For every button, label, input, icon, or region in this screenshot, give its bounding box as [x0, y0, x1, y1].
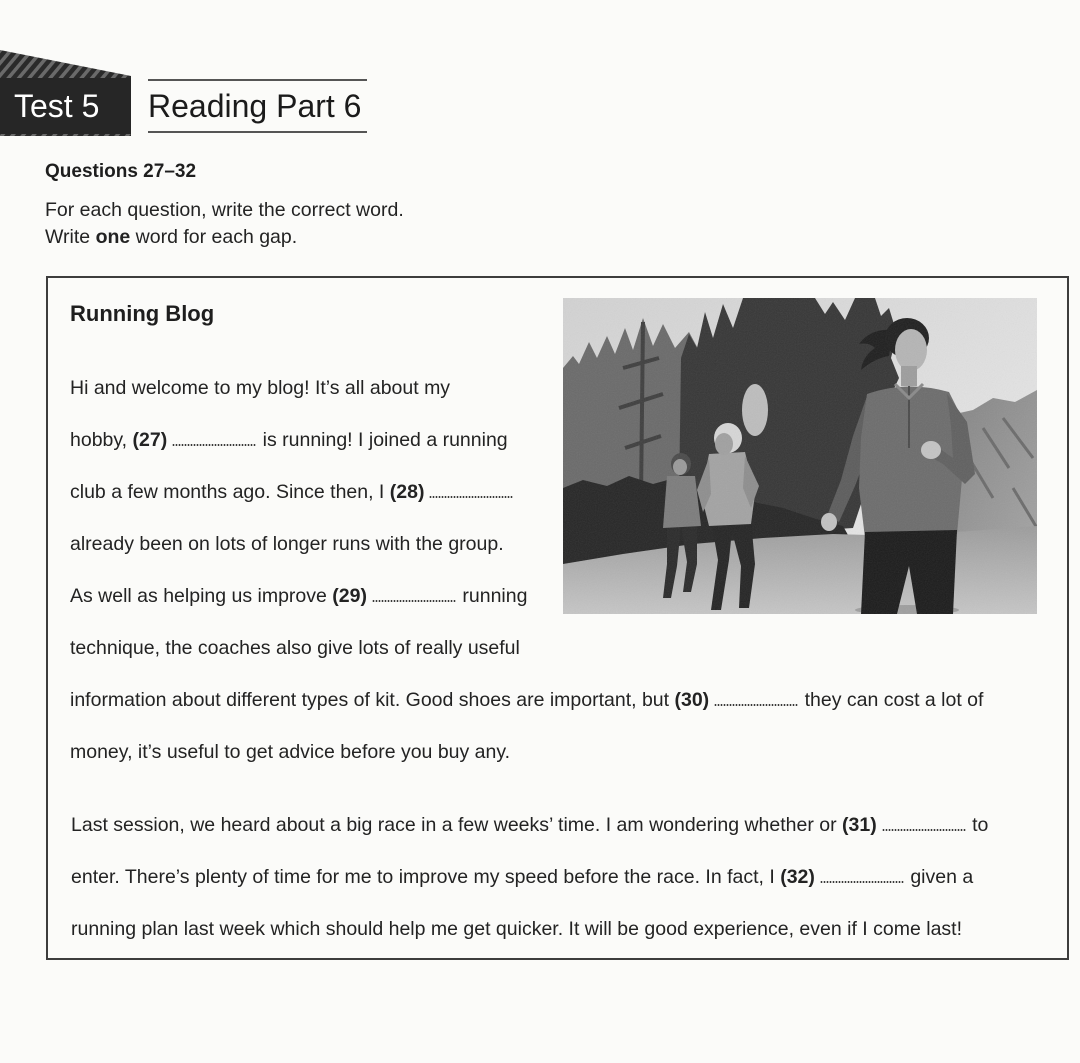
line-text: hobby, — [70, 429, 133, 451]
blog-line — [70, 427, 508, 453]
instruction-line-1: For each question, write the correct word. — [45, 199, 404, 221]
line-text: information about different types of kit. Good shoes are important, but — [70, 689, 675, 711]
instruction-text: Write — [45, 226, 96, 248]
gap-number-30: (30) — [674, 689, 710, 711]
line-text: already been on lots of longer runs with the group. — [70, 533, 504, 555]
blog-line — [70, 531, 504, 557]
line-text: As well as helping us improve — [70, 585, 333, 607]
page-title: Reading Part 6 — [148, 88, 362, 124]
blog-line — [70, 583, 527, 609]
blog-line — [70, 375, 450, 401]
line-text: they can cost a lot of — [799, 689, 984, 711]
line-text: Last session, we heard about a big race in a few weeks’ time. I am wondering whether or — [71, 814, 843, 836]
line-text: given a — [904, 866, 974, 888]
blog-line — [70, 479, 514, 505]
instruction-text: word for each gap. — [130, 226, 298, 248]
answer-blank-30 — [714, 704, 798, 706]
instruction-emphasis: one — [95, 226, 131, 248]
gap-number-31: (31) — [842, 814, 877, 836]
photo-grain — [563, 298, 1037, 614]
blog-line — [71, 864, 973, 890]
blog-line — [71, 812, 988, 838]
line-text: running plan last week which should help me get quicker. It will be good experience, even if I come last! — [71, 918, 963, 940]
title-rule-bottom — [148, 131, 367, 133]
answer-blank-29 — [372, 600, 456, 602]
line-text: Hi and welcome to my blog! It’s all about my — [70, 377, 451, 399]
blog-line — [70, 687, 983, 713]
blog-line — [70, 739, 510, 765]
answer-blank-31 — [882, 829, 966, 831]
line-text: running — [456, 585, 528, 607]
blog-line — [70, 635, 520, 661]
line-text: club a few months ago. Since then, I — [70, 481, 390, 503]
gap-number-28: (28) — [389, 481, 425, 503]
answer-blank-28 — [429, 496, 513, 498]
gap-number-32: (32) — [780, 866, 815, 888]
test-label: Test 5 — [14, 88, 100, 124]
gap-number-27: (27) — [132, 429, 168, 451]
blog-line — [71, 916, 962, 942]
line-text: enter. There’s plenty of time for me to improve my speed before the race. In fact, I — [71, 866, 781, 888]
line-text: to — [966, 814, 989, 836]
answer-blank-32 — [820, 881, 904, 883]
line-text: is running! I joined a running — [257, 429, 508, 451]
answer-blank-27 — [172, 444, 256, 446]
instruction-line-2 — [45, 224, 297, 250]
runners-photo — [563, 298, 1037, 614]
line-text: money, it’s useful to get advice before you buy any. — [70, 741, 511, 763]
line-text: technique, the coaches also give lots of really useful — [70, 637, 520, 659]
questions-range: Questions 27–32 — [45, 161, 197, 182]
gap-number-29: (29) — [332, 585, 367, 607]
blog-title: Running Blog — [70, 301, 215, 326]
title-rule-top — [148, 79, 367, 81]
